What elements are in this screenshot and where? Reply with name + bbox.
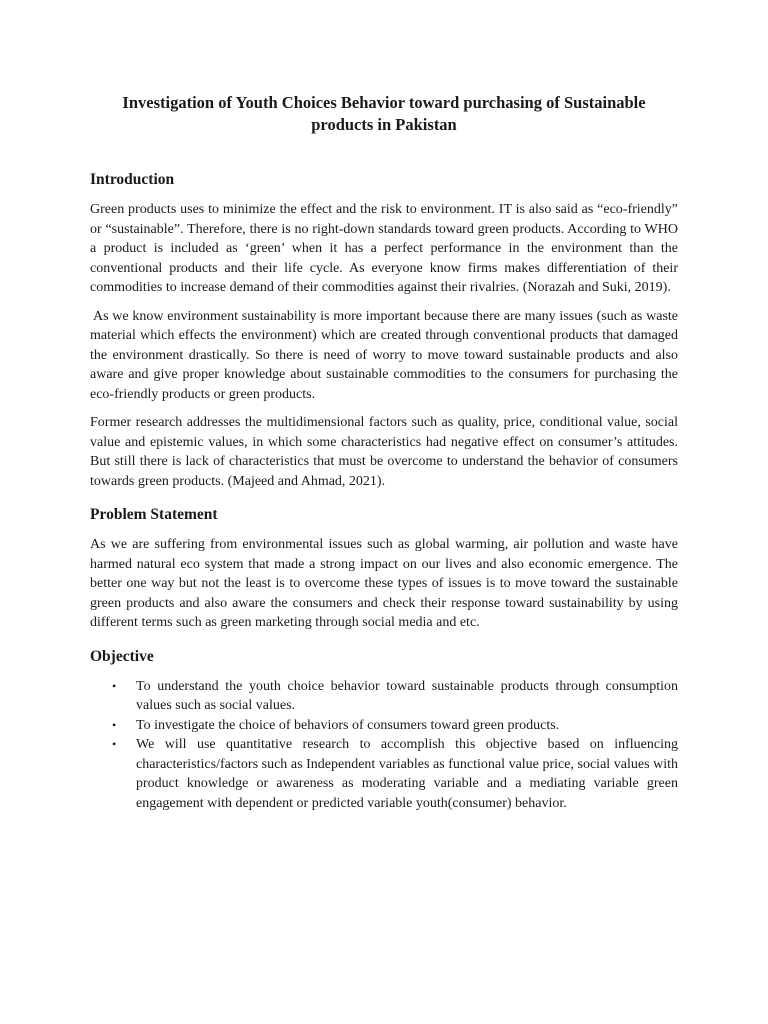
objective-list [90,677,678,814]
list-item [112,735,678,813]
problem-statement-heading: Problem Statement [90,506,218,523]
list-item-text: We will use quantitative research to accomplish this objective based on influencing characteristics/factors such as Independent variables as functional value price, social values with product knowledge or awareness as moderating variable and a mediating variable green engagement with dependent or predicted variable youth(consumer) behavior. [136,737,678,811]
list-item [112,716,678,736]
list-item-text: To investigate the choice of behaviors of consumers toward green products. [136,717,560,733]
problem-statement-section [90,505,678,633]
introduction-paragraph: Green products uses to minimize the effect and the risk to environment. IT is also said as “eco-friendly” or “sustainable”. Therefore, there is no right-down standards toward green products. According to WHO a product is included as ‘green’ when it has a perfect performance in the environment than the conventional products and their life cycle. As everyone know firms makes differentiation of their commodities to increase demand of their commodities against their rivalries. (Norazah and Suki, 2019). [90,202,678,295]
problem-statement-paragraph: As we are suffering from environmental issues such as global warming, air pollution and waste have harmed natural eco system that made a strong impact on our lives and also economic emergence. The better one way but not the least is to overcome these types of issues is to move toward the sustainable green products and also aware the consumers and check their response toward sustainability by using different terms such as green marketing through social media and etc. [90,537,678,630]
introduction-heading: Introduction [90,171,175,188]
introduction-section [90,170,678,491]
document-title: Investigation of Youth Choices Behavior toward purchasing of Sustainable products in Pakistan [122,93,646,134]
document-page [90,92,678,827]
objective-section [90,647,678,814]
objective-heading: Objective [90,647,154,665]
introduction-paragraph: Former research addresses the multidimensional factors such as quality, price, conditional value, social value and epistemic values, in which some characteristics had negative effect on consumer’s attitudes. But still there is lack of characteristics that must be overcome to understand the behavior of consumers towards green products. (Majeed and Ahmad, 2021). [90,415,678,489]
bullet-icon: • [112,678,117,693]
bullet-icon: • [112,717,117,732]
list-item [112,677,678,716]
list-item-text: To understand the youth choice behavior toward sustainable products through consumption values such as social values. [136,678,678,713]
bullet-icon: • [112,737,117,751]
introduction-paragraph: As we know environment sustainability is more important because there are many issues (such as waste material which effects the environment) which are created through conventional products that damaged the environment drastically. So there is need of worry to move toward sustainable products and also aware and give proper knowledge about sustainable commodities to the consumers for purchasing the eco-friendly products or green products. [90,308,678,402]
